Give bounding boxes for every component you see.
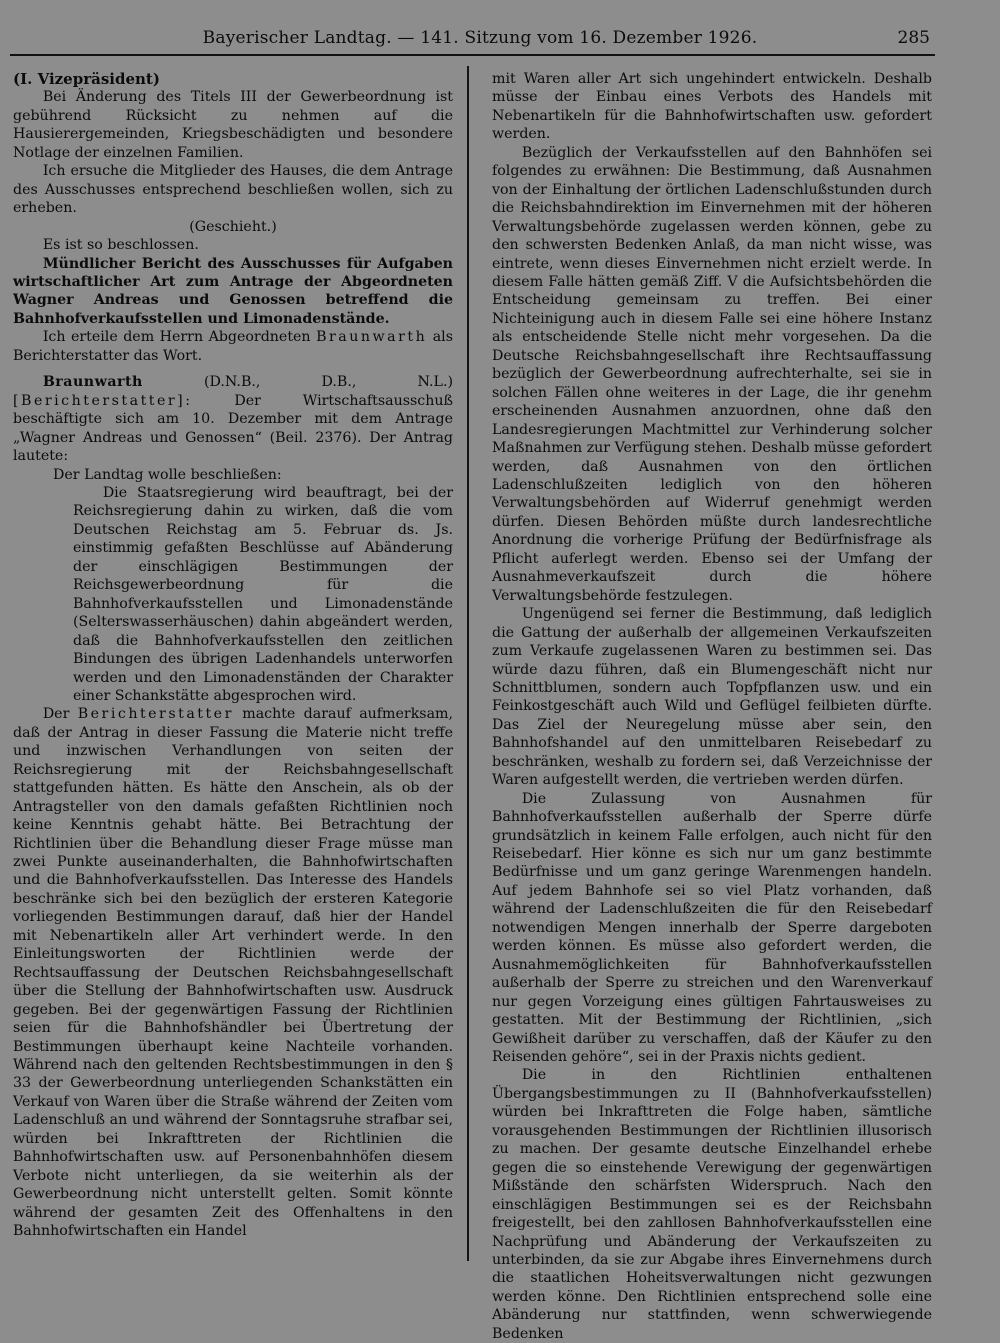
text-fragment: Der xyxy=(42,706,70,723)
motion-intro: Der Landtag wolle beschließen: xyxy=(53,466,282,483)
text-fragment: als Berichterstatter das Wort. xyxy=(13,329,453,364)
paragraph: Ungenügend sei ferner die Bestimmung, daß lediglich die Gattung der außerhalb der allgemeinen Verkaufszeiten zum Verkaufe zugelassenen Waren zu bestimmen sei. Das würde dazu führen, daß ein Blumengeschäft nicht nur Schnittblumen, sondern auch Topfpflanzen usw. und ein Feinkostgeschäft auch Wild und Geflügel feilbieten dürfte. Das Ziel der Neuregelung müsse aber sein, den Bahnhofshandel auf den unmittelbaren Reisebedarf zu beschränken, weshalb zu fordern sei, daß Verzeichnisse der Waren aufgestellt werden, die vertrieben werden dürfen. xyxy=(492,606,932,789)
speaker-role: [Berichterstatter]: xyxy=(13,392,193,409)
text-fragment: Der Wirtschaftsausschuß beschäftigte sich am 10. Dezember mit dem Antrage „Wagner Andreas und Genossen“ (Beil. 2376). Der Antrag lautete: xyxy=(13,392,454,465)
text-fragment: Ich erteile dem Herrn Abgeordneten xyxy=(42,329,311,346)
speaker-name: Braunwarth xyxy=(42,374,143,391)
party-affiliation: (D.N.B., D.B., N.L.) xyxy=(204,374,453,391)
paragraph: Bei Änderung des Titels III der Gewerbeordnung ist gebührend Rücksicht zu nehmen auf die Hausierergemeinden, Kriegsbeschädigten und besondere Notlage der einzelnen Familien. xyxy=(13,89,453,161)
paragraph: Bezüglich der Verkaufsstellen auf den Bahnhöfen sei folgendes zu erwähnen: Die Bestimmung, daß Ausnahmen von der Einhaltung der örtlichen Ladenschlußstunden durch die Reichsbahndirektion im Einvernehmen mit der höheren Verwaltungsbehörde zugelassen werden können, gebe zu den schwersten Bedenken Anlaß, da man nicht wisse, was eintrete, wenn dieses Einvernehmen nicht erzielt werde. In diesem Falle hätten gemäß Ziff. V die Aufsichtsbehörden die Entscheidung gemeinsam zu treffen. Bei einer Nichteinigung auch in diesem Falle sei eine höhere Instanz als entscheidende Stelle nicht mehr vorgesehen. Da die Deutsche Reichsbahngesellschaft ihre Rechtsauffassung bezüglich der Gewerbeordnung aufrechterhalte, sei sie in solchen Fällen ohne weiteres in der Lage, die ihr genehm erscheinenden Ausnahmen anzuordnen, ohne daß den Landesregierungen Machtmittel zur Verhinderung solcher Maßnahmen zur Verfügung stehen. Deshalb müsse gefordert werden, daß Ausnahmen von den örtlichen Ladenschlußzeiten lediglich von den höheren Verwaltungsbehörden auf Widerruf genehmigt werden dürfen. Diesen Behörden müßte durch landesrechtliche Anordnung die vorherige Prüfung der Bedürfnisfrage als Pflicht auferlegt werden. Ebenso sei der Umfang der Ausnahmeverkaufszeit durch die höhere Verwaltungsbehörde festzulegen. xyxy=(492,144,932,604)
motion-text: Die Staatsregierung wird beauftragt, bei der Reichsregierung dahin zu wirken, daß die vom Deutschen Reichstag am 5. Februar ds. Js. einstimmig gefaßten Beschlüsse auf Abänderung der einschlägigen Bestimmungen der Reichsgewerbeordnung für die Bahnhofverkaufsstellen und Limonadenstände (Selterswasserhäuschen) dahin abgeändert werden, daß die Bahnhofverkaufsstellen den zeitlichen Bindungen des übrigen Ladenhandels unterworfen werden und den Limonadenständen der Charakter einer Schankstätte abgesprochen wird. xyxy=(73,484,453,704)
header-rule xyxy=(10,54,935,56)
paragraph: Es ist so beschlossen. xyxy=(42,237,199,254)
interjection: ( Geschieht. ) xyxy=(13,218,453,236)
speaker-role-spaced: Berichterstatter xyxy=(77,706,234,723)
speaker-name-spaced: Braunwarth xyxy=(316,329,428,346)
running-head: Bayerischer Landtag. — 141. Sitzung vom 16. Dezember 1926. xyxy=(202,28,758,48)
right-column xyxy=(492,70,932,1343)
paragraph: Ich ersuche die Mitglieder des Hauses, die dem Antrage des Ausschusses entsprechend beschließen wollen, sich zu erheben. xyxy=(13,163,453,217)
paragraph: Die Zulassung von Ausnahmen für Bahnhofverkaufsstellen außerhalb der Sperre dürfe grundsätzlich in keinem Falle erfolgen, auch nicht für den Reisebedarf. Hier könne es sich nur um ganz bestimmte Bedürfnisse und um ganz geringe Warenmengen handeln. Auf jedem Bahnhofe sei so viel Platz vorhanden, daß während der Ladenschlußzeiten die für den Reisebedarf notwendigen Mengen innerhalb der Sperre dargeboten werden können. Es müsse also gefordert werden, die Ausnahmemöglichkeiten für Bahnhofverkaufsstellen außerhalb der Sperre zu streichen und den Warenverkauf nur gegen Vorzeigung eines gültigen Fahrtausweises zu gestatten. Mit der Bestimmung der Richtlinien, „sich Gewißheit darüber zu verschaffen, daß der Käufer zu den Reisenden gehöre“, sei in der Praxis nichts gedient. xyxy=(492,790,932,1066)
left-column xyxy=(13,70,453,1241)
paragraph xyxy=(13,373,453,465)
text-fragment: machte darauf aufmerksam, daß der Antrag in dieser Fassung die Materie nicht treffe und inzwischen Verhandlungen von seiten der Reichsregierung mit der Reichsbahngesellschaft stattgefunden hätten. Es hätte den Anschein, als ob der Antragsteller von den damals gefaßten Richtlinien noch keine Kenntnis gehabt hätte. Bei Betrachtung der Richtlinien über die Behandlung dieser Frage müsse man zwei Punkte auseinanderhalten, die Bahnhofwirtschaften und die Bahnhofverkaufsstellen. Das Interesse des Handels beschränke sich bei den bezüglich der ersteren Kategorie vorliegenden Bestimmungen darauf, daß hier der Handel mit Nebenartikeln aller Art verhindert werde. In den Einleitungsworten der Richtlinien werde der Rechtsauffassung der Deutschen Reichsbahngesellschaft über die Stellung der Bahnhofwirtschaften usw. Ausdruck gegeben. Bei der gegenwärtigen Fassung der Richtlinien seien für die Bahnhofshändler bei Übertretung der Bestimmungen überhaupt keine Nachteile vorhanden. Während nach den geltenden Rechtsbestimmungen in den § 33 der Gewerbeordnung unterliegenden Schankstätten ein Verkauf von Waren über die Straße während der Zeiten vom Ladenschluß an und während der Sonntagsruhe strafbar sei, würden bei Inkrafttreten der Richtlinien die Bahnhofwirtschaften usw. auf Personenbahnhöfen diesem Verbote nicht unterliegen, da sie weiterhin als der Gewerbeordnung nicht unterstellt gelten. Somit könnte während der gesamten Zeit des Offenhaltens in den Bahnhofwirtschaften ein Handel xyxy=(13,706,453,1240)
speaker-tag: ( I. Vizepräsident ) xyxy=(13,70,453,88)
paragraph xyxy=(13,328,453,365)
paragraph: Die in den Richtlinien enthaltenen Übergangsbestimmungen zu II (Bahnhofverkaufsstellen) würden bei Inkrafttreten die Folge haben, sämtliche vorausgehenden Bestimmungen der Richtlinien illusorisch zu machen. Der gesamte deutsche Einzelhandel erhebe gegen die so einstehende Verewigung der gegenwärtigen Mißstände den schärfsten Widerspruch. Nach den einschlägigen Bestimmungen sei es der Reichsbahn freigestellt, bei den zahllosen Bahnhofverkaufsstellen eine Nachprüfung und Abänderung der Verkaufszeiten zu unterbinden, da sie zur Abgabe ihres Einvernehmens durch die staatlichen Hoheitsverwaltungen nicht gezwungen werden könne. Den Richtlinien entsprechend solle eine Abänderung nur stattfinden, wenn schwerwiegende Bedenken xyxy=(492,1067,932,1342)
page-header xyxy=(0,26,1000,54)
report-heading: Mündlicher Bericht des Ausschusses für Aufgaben wirtschaftlicher Art zum Antrage der Abgeordneten Wagner Andreas und Genossen betreffend die Bahnhofverkaufsstellen und Limonadenstände. xyxy=(13,255,453,327)
page-number: 285 xyxy=(897,28,930,48)
paragraph xyxy=(13,705,453,1240)
column-rule xyxy=(467,66,469,1261)
paragraph: mit Waren aller Art sich ungehindert entwickeln. Deshalb müsse der Einbau eines Verbots des Handels mit Nebenartikeln für die Bahnhofwirtschaften usw. gefordert werden. xyxy=(492,71,932,143)
